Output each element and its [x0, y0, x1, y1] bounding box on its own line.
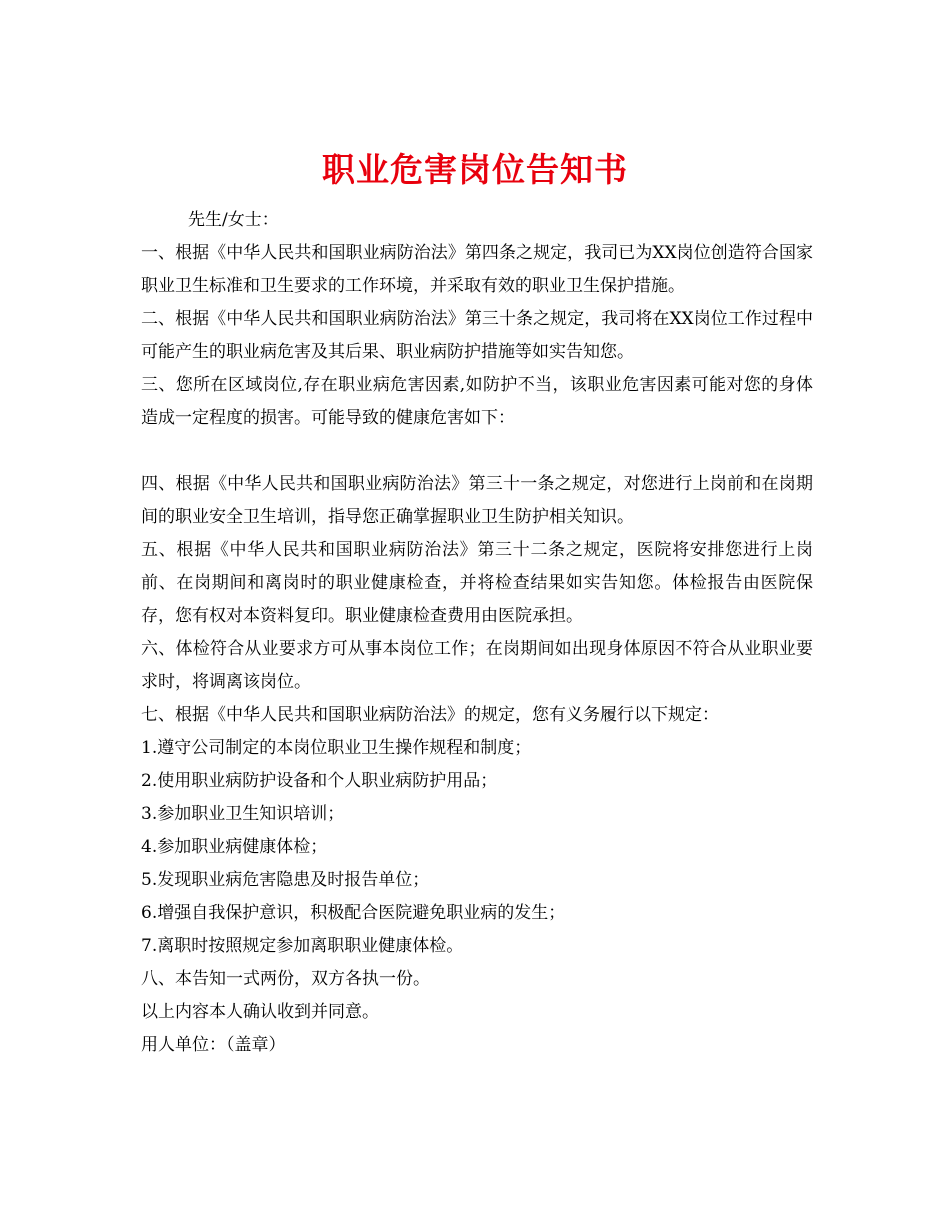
paragraph-4: 四、根据《中华人民共和国职业病防治法》第三十一条之规定，对您进行上岗前和在岗期间的职业安全卫生培训，指导您正确掌握职业卫生防护相关知识。: [141, 474, 813, 527]
document-body: [141, 204, 813, 1062]
blank-line: [141, 435, 813, 468]
duty-item: 2.使用职业病防护设备和个人职业病防护用品；: [141, 771, 498, 791]
duty-item: 1.遵守公司制定的本岗位职业卫生操作规程和制度；: [141, 738, 532, 758]
salutation: 先生/女士：: [188, 210, 279, 230]
paragraph-3: 三、您所在区域岗位,存在职业病危害因素,如防护不当，该职业危害因素可能对您的身体造成一定程度的损害。可能导致的健康危害如下：: [141, 375, 813, 428]
paragraph-1: 一、根据《中华人民共和国职业病防治法》第四条之规定，我司已为XX岗位创造符合国家职业卫生标准和卫生要求的工作环境，并采取有效的职业卫生保护措施。: [141, 243, 813, 296]
paragraph-8: 八、本告知一式两份，双方各执一份。: [141, 969, 430, 989]
paragraph-6: 六、体检符合从业要求方可从事本岗位工作；在岗期间如出现身体原因不符合从业职业要求时，将调离该岗位。: [141, 639, 813, 692]
duty-item: 4.参加职业病健康体检；: [141, 837, 328, 857]
duty-item: 5.发现职业病危害隐患及时报告单位；: [141, 870, 430, 890]
paragraph-7: 七、根据《中华人民共和国职业病防治法》的规定，您有义务履行以下规定：: [141, 705, 719, 725]
paragraph-2: 二、根据《中华人民共和国职业病防治法》第三十条之规定，我司将在XX岗位工作过程中可能产生的职业病危害及其后果、职业病防护措施等如实告知您。: [141, 309, 813, 362]
document-title: 职业危害岗位告知书: [322, 150, 628, 190]
duty-item: 7.离职时按照规定参加离职职业健康体检。: [141, 936, 464, 956]
duty-item: 3.参加职业卫生知识培训；: [141, 804, 345, 824]
paragraph-5: 五、根据《中华人民共和国职业病防治法》第三十二条之规定，医院将安排您进行上岗前、在岗期间和离岗时的职业健康检查，并将检查结果如实告知您。体检报告由医院保存，您有权对本资料复印。职业健康检查费用由医院承担。: [141, 540, 813, 626]
employer-seal-line: 用人单位：（盖章）: [141, 1035, 286, 1055]
confirmation-line: 以上内容本人确认收到并同意。: [141, 1002, 379, 1022]
duty-item: 6.增强自我保护意识，积极配合医院避免职业病的发生；: [141, 903, 566, 923]
